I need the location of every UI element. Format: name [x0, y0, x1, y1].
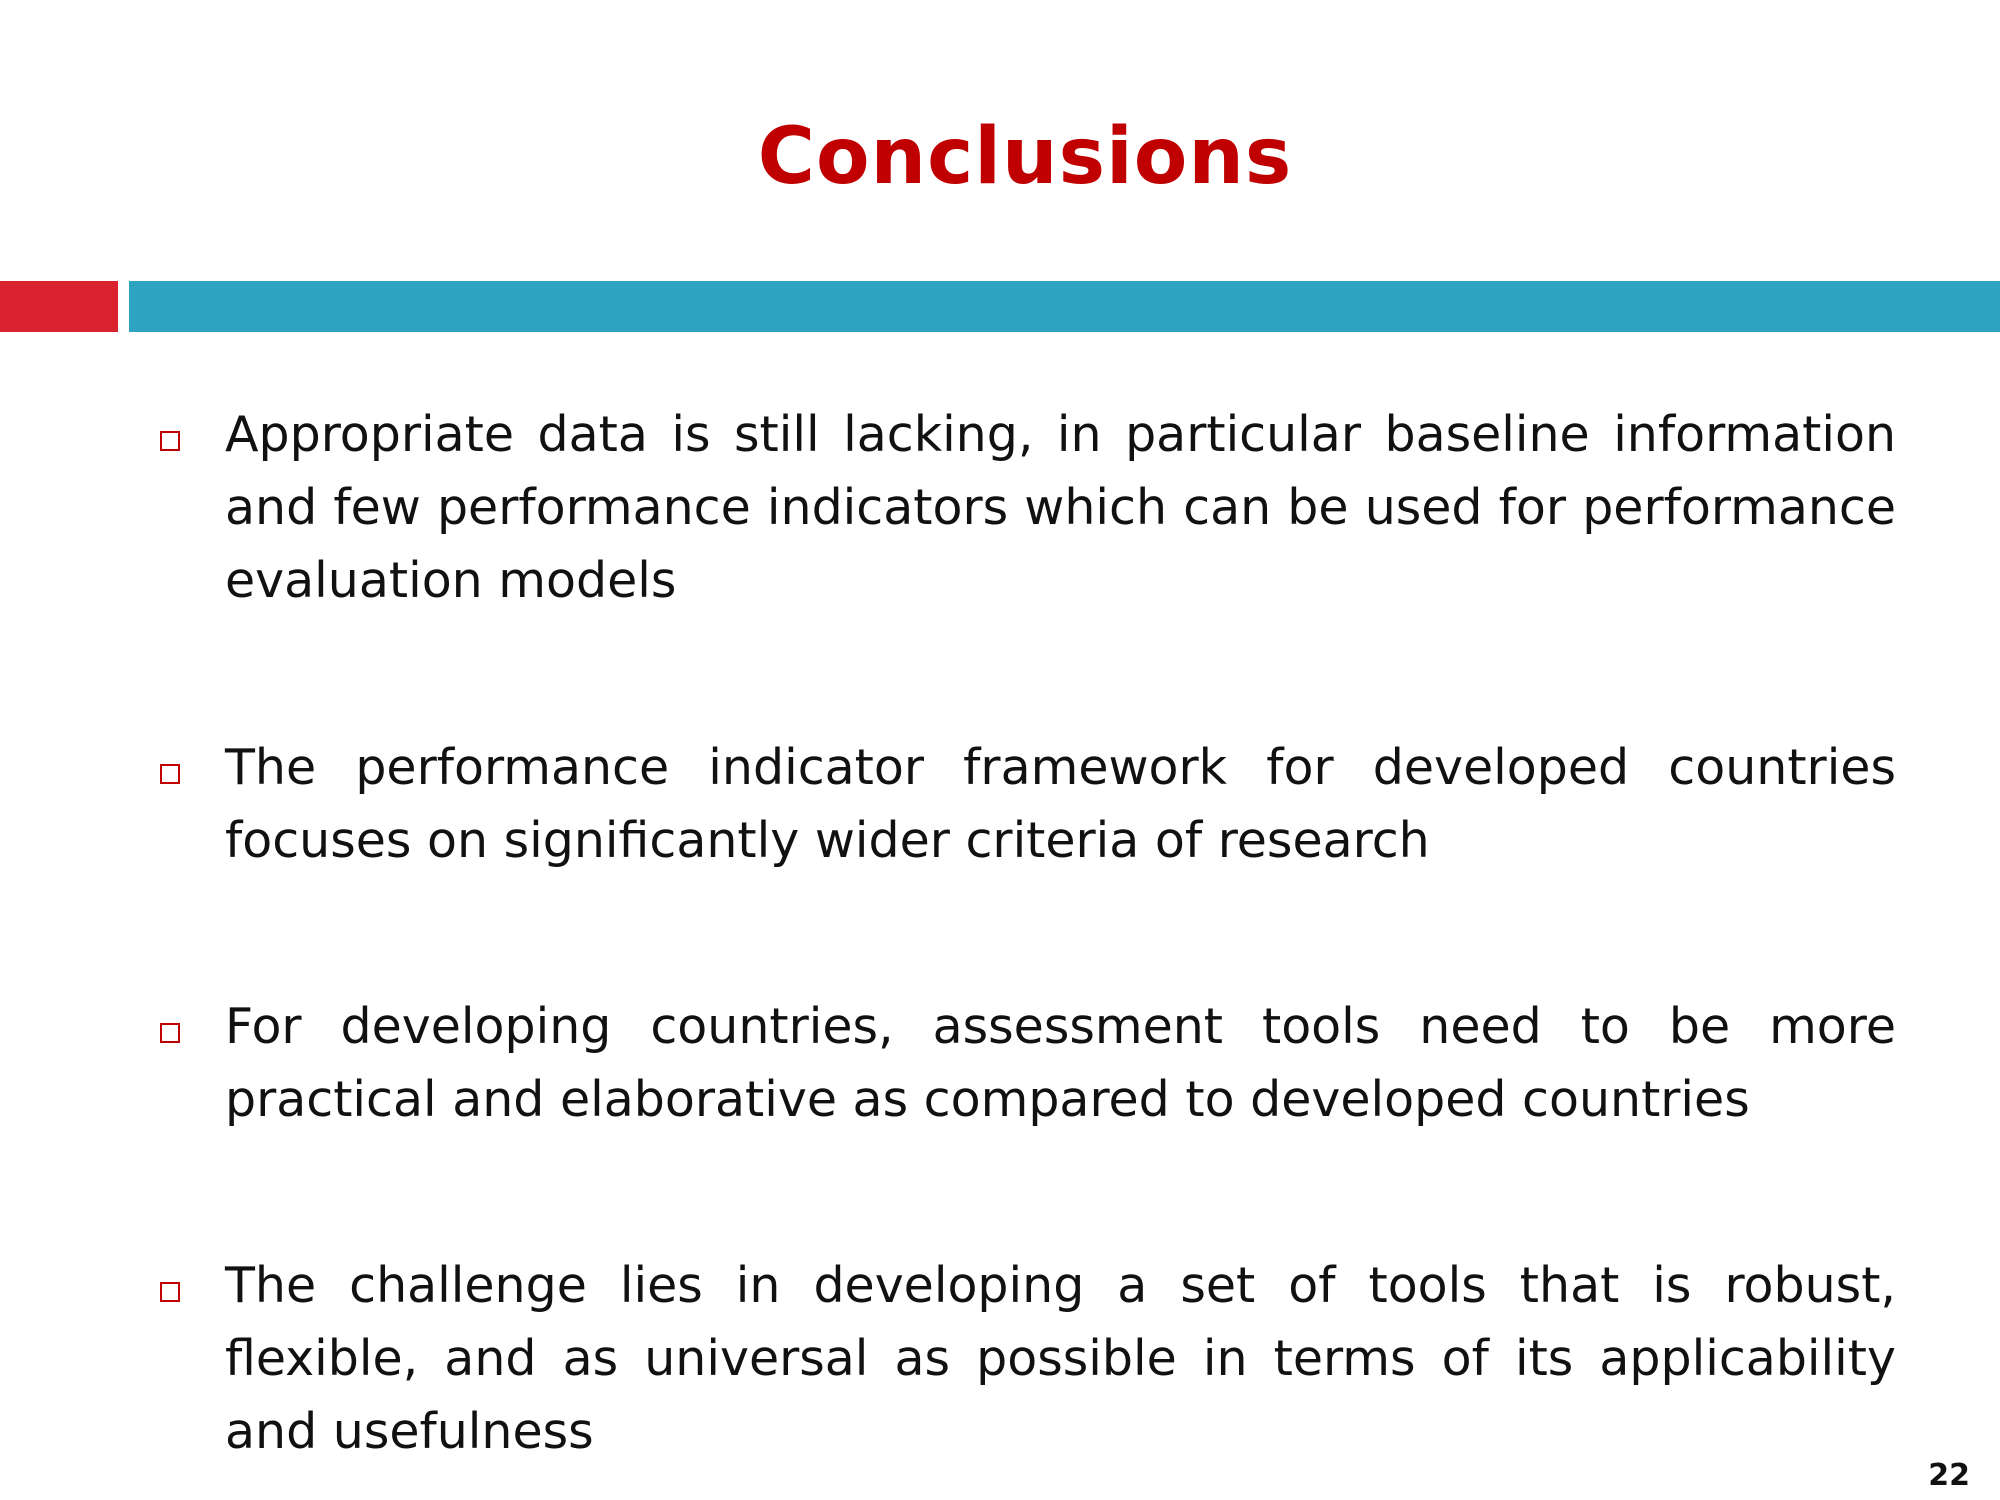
bullet-text: For developing countries, assessment tools need to be more practical and elaborative as compared to developed countries	[225, 998, 1896, 1128]
slide-title: Conclusions	[757, 112, 1293, 202]
bullet-text: The challenge lies in developing a set of tools that is robust, flexible, and as universal as possible in terms of its applicability and usefulness	[225, 1257, 1896, 1460]
bullet-text: Appropriate data is still lacking, in particular baseline information and few performance indicators which can be used for performance evaluation models	[225, 406, 1896, 609]
square-bullet-icon	[160, 1282, 180, 1302]
bullet-text: The performance indicator framework for developed countries focuses on significantly wider criteria of research	[225, 739, 1896, 869]
page-number: 22	[1928, 1458, 1970, 1493]
square-bullet-icon	[160, 1023, 180, 1043]
square-bullet-icon	[160, 764, 180, 784]
square-bullet-icon	[160, 431, 180, 451]
